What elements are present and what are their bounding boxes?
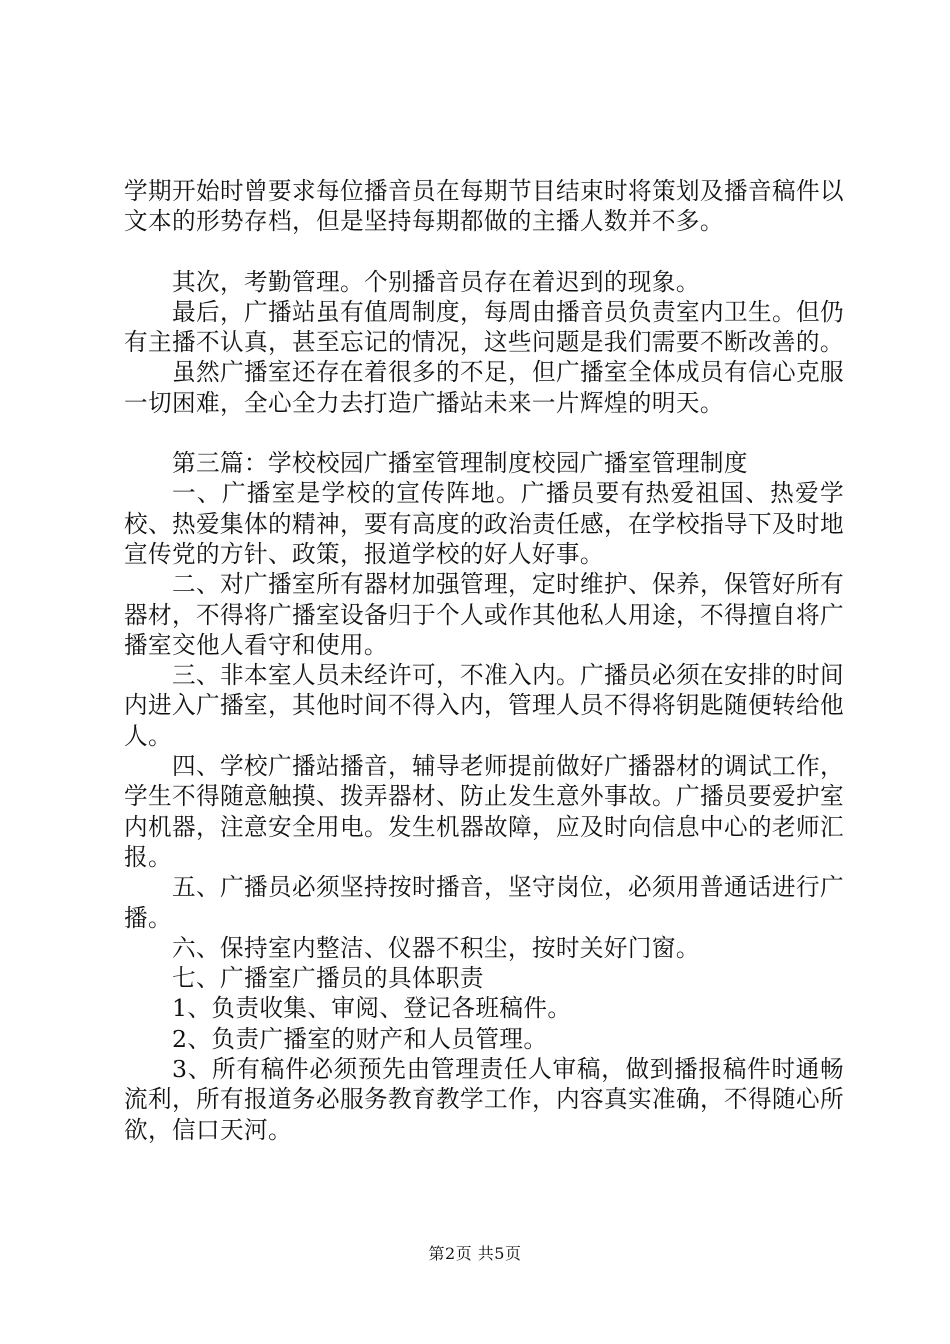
document-body <box>124 176 844 1145</box>
paragraph: 最后，广播站虽有值周制度，每周由播音员负责室内卫生。但仍有主播不认真，甚至忘记的情况，这些问题是我们需要不断改善的。 <box>124 297 844 357</box>
paragraph: 虽然广播室还存在着很多的不足，但广播室全体成员有信心克服一切困难，全心全力去打造广播站未来一片辉煌的明天。 <box>124 358 844 417</box>
paragraph: 1、负责收集、审阅、登记各班稿件。 <box>172 994 572 1023</box>
paragraph-gap <box>124 237 844 267</box>
paragraph: 3、所有稿件必须预先由管理责任人审稿，做到播报稿件时通畅流利，所有报道务必服务教育教学工作，内容真实准确，不得随心所欲，信口天河。 <box>124 1055 844 1144</box>
paragraph: 2、负责广播室的财产和人员管理。 <box>172 1024 548 1053</box>
paragraph: 五、广播员必须坚持按时播音，坚守岗位，必须用普通话进行广播。 <box>124 873 844 932</box>
paragraph: 三、非本室人员未经许可，不准入内。广播员必须在安排的时间内进入广播室，其他时间不得入内，管理人员不得将钥匙随便转给他人。 <box>124 661 844 750</box>
paragraph: 六、保持室内整洁、仪器不积尘，按时关好门窗。 <box>172 933 700 962</box>
paragraph: 二、对广播室所有器材加强管理，定时维护、保养，保管好所有器材，不得将广播室设备归于个人或作其他私人用途，不得擅自将广播室交他人看守和使用。 <box>124 570 844 659</box>
paragraph: 七、广播室广播员的具体职责 <box>172 964 484 993</box>
paragraph: 第三篇：学校校园广播室管理制度校园广播室管理制度 <box>172 449 748 478</box>
paragraph: 一、广播室是学校的宣传阵地。广播员要有热爱祖国、热爱学校、热爱集体的精神，要有高度的政治责任感，在学校指导下及时地宣传党的方针、政策，报道学校的好人好事。 <box>124 479 844 568</box>
paragraph: 学期开始时曾要求每位播音员在每期节目结束时将策划及播音稿件以文本的形势存档，但是坚持每期都做的主播人数并不多。 <box>124 177 844 236</box>
paragraph: 四、学校广播站播音，辅导老师提前做好广播器材的调试工作，学生不得随意触摸、拨弄器材、防止发生意外事故。广播员要爱护室内机器，注意安全用电。发生机器故障，应及时向信息中心的老师汇报。 <box>124 752 844 871</box>
page-number-footer: 第2页 共5页 <box>428 1244 522 1263</box>
paragraph-gap <box>124 418 844 448</box>
paragraph: 其次，考勤管理。个别播音员存在着迟到的现象。 <box>172 267 700 296</box>
